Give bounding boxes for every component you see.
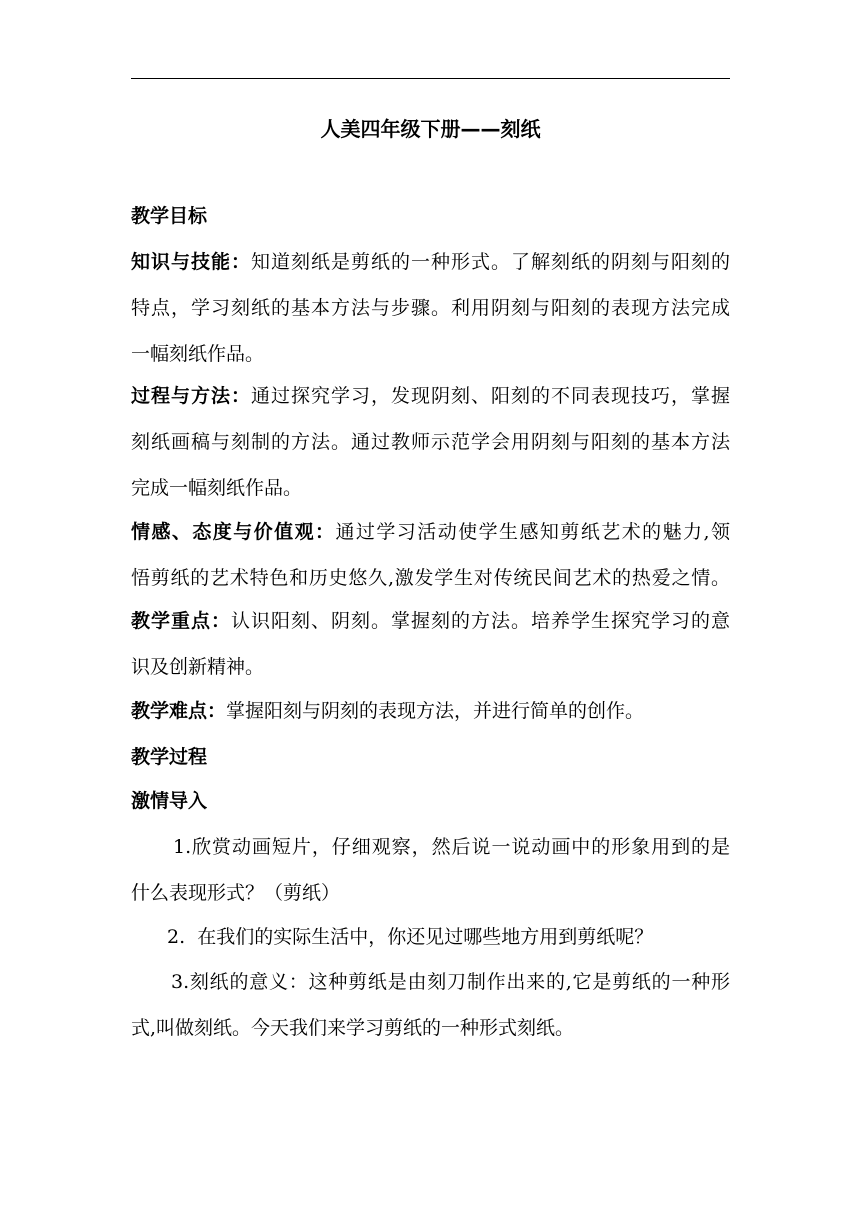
intro-item-2: [131, 914, 730, 960]
text-line: 刻纸画稿与刻制的方法。通过教师示范学会用阴刻与阳刻的基本方法: [131, 431, 730, 453]
key-point-label: 教学重点：: [131, 610, 231, 632]
header-rule: [131, 78, 730, 79]
intro-item-3: [131, 959, 730, 1051]
objective-emotion-values: [131, 509, 730, 601]
objective-label: 情感、态度与价值观：: [131, 521, 336, 543]
intro-item-1: [131, 824, 730, 916]
text-line: 一幅刻纸作品。: [131, 343, 265, 365]
text-line: 1.欣赏动画短片，仔细观察，然后说一说动画中的形象用到的是: [173, 836, 730, 858]
difficulty-text: 掌握阳刻与阴刻的表现方法，并进行简单的创作。: [226, 700, 645, 722]
section-heading-process: 教学过程: [131, 746, 208, 768]
text-line: 特点，学习刻纸的基本方法与步骤。利用阴刻与阳刻的表现方法完成: [131, 297, 730, 319]
objective-label: 知识与技能：: [131, 251, 251, 273]
difficulty-label: 教学难点：: [131, 700, 227, 722]
teaching-difficulty: [131, 688, 730, 734]
text-line: 悟剪纸的艺术特色和历史悠久,激发学生对传统民间艺术的热爱之情。: [131, 567, 730, 589]
text-line: 2. 在我们的实际生活中，你还见过哪些地方用到剪纸呢？: [167, 926, 654, 948]
objective-knowledge-skills: [131, 239, 730, 377]
text-line: 3.刻纸的意义：这种剪纸是由刻刀制作出来的,它是剪纸的一种形: [171, 971, 730, 993]
teaching-key-point: [131, 598, 730, 690]
text-line: [131, 598, 730, 644]
objective-process-methods: [131, 373, 730, 511]
text-line: [131, 509, 730, 555]
text-line: 式,叫做刻纸。今天我们来学习剪纸的一种形式刻纸。: [131, 1017, 575, 1039]
text-line: 识及创新精神。: [131, 656, 265, 678]
document-title: 人美四年级下册——刻纸: [320, 117, 541, 141]
text-line: [131, 373, 730, 419]
section-heading-objectives: 教学目标: [131, 205, 208, 227]
objective-text: 通过学习活动使学生感知剪纸艺术的魅力,领: [335, 521, 730, 543]
text-line: [131, 239, 730, 285]
text-line: 什么表现形式？（剪纸）: [131, 882, 341, 904]
text-line: 完成一幅刻纸作品。: [131, 477, 303, 499]
key-point-text: 认识阳刻、阴刻。掌握刻的方法。培养学生探究学习的意: [231, 610, 730, 632]
objective-text: 通过探究学习，发现阴刻、阳刻的不同表现技巧，掌握: [251, 385, 730, 407]
text-line: [131, 688, 730, 734]
objective-text: 知道刻纸是剪纸的一种形式。了解刻纸的阴刻与阳刻的: [251, 251, 730, 273]
objective-label: 过程与方法：: [131, 385, 251, 407]
section-heading-intro: 激情导入: [131, 790, 208, 812]
